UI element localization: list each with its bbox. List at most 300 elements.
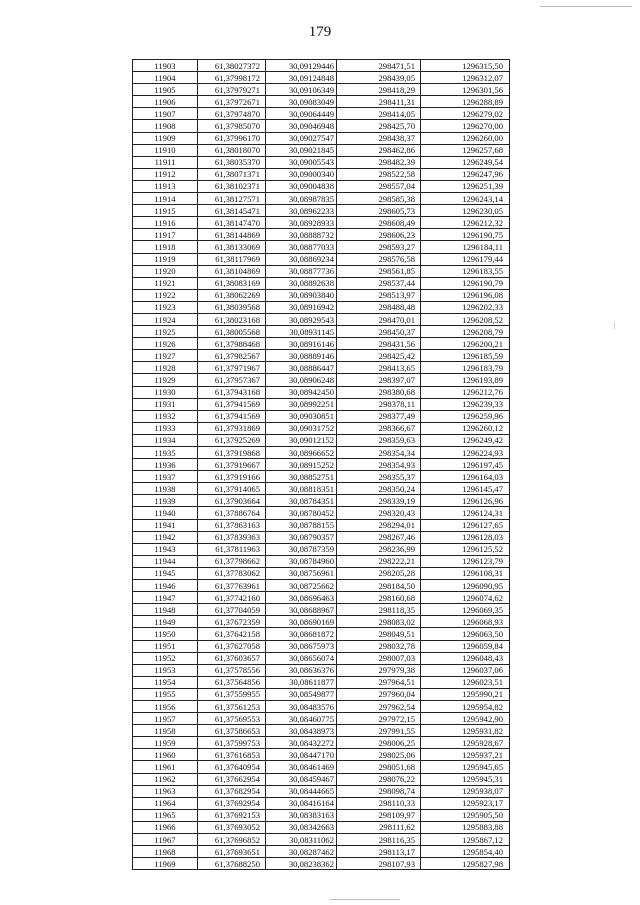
table-row (133, 205, 510, 217)
coord-a-cell: 61,37957367 (198, 374, 266, 386)
table-row (133, 567, 510, 579)
coord-y-cell: 1295905,50 (421, 809, 510, 821)
coord-a-cell: 61,37863163 (198, 519, 266, 531)
point-number-cell: 11907 (133, 108, 198, 120)
coord-a-cell: 61,37763961 (198, 580, 266, 592)
coord-x-cell: 298380,68 (337, 386, 421, 398)
point-number-cell: 11917 (133, 229, 198, 241)
coord-y-cell: 1295942,90 (421, 713, 510, 725)
coord-x-cell: 298557,04 (337, 180, 421, 192)
coord-a-cell: 61,37979271 (198, 84, 266, 96)
coord-y-cell: 1296249,54 (421, 156, 510, 168)
coord-b-cell: 30,08688967 (266, 604, 337, 616)
coord-y-cell: 1296260,00 (421, 132, 510, 144)
coord-b-cell: 30,09000340 (266, 168, 337, 180)
point-number-cell: 11930 (133, 386, 198, 398)
point-number-cell: 11915 (133, 205, 198, 217)
coord-b-cell: 30,09083049 (266, 96, 337, 108)
coord-x-cell: 297962,54 (337, 700, 421, 712)
coord-b-cell: 30,08461469 (266, 761, 337, 773)
point-number-cell: 11914 (133, 193, 198, 205)
coord-b-cell: 30,09046948 (266, 120, 337, 132)
coord-x-cell: 298076,22 (337, 773, 421, 785)
table-row (133, 459, 510, 471)
coord-x-cell: 298111,62 (337, 821, 421, 833)
table-row (133, 471, 510, 483)
coord-a-cell: 61,37627058 (198, 640, 266, 652)
coord-x-cell: 298605,73 (337, 205, 421, 217)
coord-b-cell: 30,08916942 (266, 301, 337, 313)
coord-a-cell: 61,37672359 (198, 616, 266, 628)
table-row (133, 410, 510, 422)
coord-x-cell: 298160,68 (337, 592, 421, 604)
point-number-cell: 11938 (133, 483, 198, 495)
table-row (133, 277, 510, 289)
point-number-cell: 11908 (133, 120, 198, 132)
table-row (133, 350, 510, 362)
table-row (133, 289, 510, 301)
table-row (133, 519, 510, 531)
table-row (133, 483, 510, 495)
coord-a-cell: 61,38117969 (198, 253, 266, 265)
table-row (133, 168, 510, 180)
coord-x-cell: 298118,35 (337, 604, 421, 616)
coord-b-cell: 30,08756961 (266, 567, 337, 579)
coord-a-cell: 61,37599753 (198, 737, 266, 749)
table-row (133, 834, 510, 846)
coord-x-cell: 298359,63 (337, 434, 421, 446)
coord-x-cell: 298606,23 (337, 229, 421, 241)
coord-a-cell: 61,37578556 (198, 664, 266, 676)
point-number-cell: 11951 (133, 640, 198, 652)
coord-x-cell: 297972,15 (337, 713, 421, 725)
point-number-cell: 11913 (133, 180, 198, 192)
point-number-cell: 11957 (133, 713, 198, 725)
point-number-cell: 11946 (133, 580, 198, 592)
coord-y-cell: 1296023,51 (421, 676, 510, 688)
coord-y-cell: 1296212,32 (421, 217, 510, 229)
coordinates-table-body (133, 60, 510, 870)
coord-a-cell: 61,38127571 (198, 193, 266, 205)
coord-y-cell: 1295867,12 (421, 834, 510, 846)
coord-a-cell: 61,38145471 (198, 205, 266, 217)
table-row (133, 531, 510, 543)
coord-x-cell: 298339,19 (337, 495, 421, 507)
coord-x-cell: 298025,06 (337, 749, 421, 761)
point-number-cell: 11955 (133, 688, 198, 700)
table-row (133, 362, 510, 374)
coord-b-cell: 30,08549877 (266, 688, 337, 700)
point-number-cell: 11926 (133, 338, 198, 350)
coord-x-cell: 298098,74 (337, 785, 421, 797)
coord-x-cell: 298413,65 (337, 362, 421, 374)
table-row (133, 616, 510, 628)
coord-a-cell: 61,37988468 (198, 338, 266, 350)
coord-y-cell: 1296128,03 (421, 531, 510, 543)
coord-x-cell: 298006,25 (337, 737, 421, 749)
coord-a-cell: 61,37704059 (198, 604, 266, 616)
coord-b-cell: 30,08459467 (266, 773, 337, 785)
coord-a-cell: 61,37640954 (198, 761, 266, 773)
coord-x-cell: 298411,31 (337, 96, 421, 108)
table-row (133, 555, 510, 567)
coord-b-cell: 30,08962233 (266, 205, 337, 217)
table-row (133, 676, 510, 688)
coord-b-cell: 30,09064449 (266, 108, 337, 120)
point-number-cell: 11910 (133, 144, 198, 156)
coord-b-cell: 30,08877736 (266, 265, 337, 277)
coord-y-cell: 1296164,03 (421, 471, 510, 483)
coord-x-cell: 298116,35 (337, 834, 421, 846)
coord-a-cell: 61,37941569 (198, 398, 266, 410)
point-number-cell: 11918 (133, 241, 198, 253)
coord-y-cell: 1296247,96 (421, 168, 510, 180)
table-row (133, 846, 510, 858)
coord-b-cell: 30,08787359 (266, 543, 337, 555)
table-row (133, 217, 510, 229)
coord-y-cell: 1296048,43 (421, 652, 510, 664)
point-number-cell: 11932 (133, 410, 198, 422)
coord-a-cell: 61,38147470 (198, 217, 266, 229)
coord-a-cell: 61,37931869 (198, 422, 266, 434)
coord-y-cell: 1295945,31 (421, 773, 510, 785)
coord-b-cell: 30,08287462 (266, 846, 337, 858)
coord-a-cell: 61,37564856 (198, 676, 266, 688)
point-number-cell: 11904 (133, 72, 198, 84)
table-row (133, 821, 510, 833)
coord-b-cell: 30,08311062 (266, 834, 337, 846)
coord-y-cell: 1296224,93 (421, 447, 510, 459)
coord-b-cell: 30,08784351 (266, 495, 337, 507)
coord-x-cell: 298113,17 (337, 846, 421, 858)
coord-a-cell: 61,38104869 (198, 265, 266, 277)
coord-x-cell: 298462,86 (337, 144, 421, 156)
point-number-cell: 11939 (133, 495, 198, 507)
coord-y-cell: 1296063,50 (421, 628, 510, 640)
table-row (133, 386, 510, 398)
coord-a-cell: 61,37783062 (198, 567, 266, 579)
coord-a-cell: 61,37603657 (198, 652, 266, 664)
coord-a-cell: 61,38083169 (198, 277, 266, 289)
table-row (133, 229, 510, 241)
coord-y-cell: 1295954,82 (421, 700, 510, 712)
coord-a-cell: 61,38005568 (198, 326, 266, 338)
coord-b-cell: 30,08342663 (266, 821, 337, 833)
coord-x-cell: 298294,01 (337, 519, 421, 531)
coord-b-cell: 30,08460775 (266, 713, 337, 725)
point-number-cell: 11954 (133, 676, 198, 688)
coord-a-cell: 61,37943168 (198, 386, 266, 398)
table-row (133, 640, 510, 652)
coord-y-cell: 1296212,76 (421, 386, 510, 398)
point-number-cell: 11936 (133, 459, 198, 471)
coord-b-cell: 30,08690169 (266, 616, 337, 628)
coord-a-cell: 61,38035370 (198, 156, 266, 168)
table-row (133, 96, 510, 108)
coord-a-cell: 61,37569553 (198, 713, 266, 725)
coord-b-cell: 30,08928933 (266, 217, 337, 229)
coord-a-cell: 61,37886764 (198, 507, 266, 519)
point-number-cell: 11961 (133, 761, 198, 773)
coord-x-cell: 298110,33 (337, 797, 421, 809)
table-row (133, 713, 510, 725)
coord-b-cell: 30,09030851 (266, 410, 337, 422)
coord-x-cell: 298439,05 (337, 72, 421, 84)
coord-y-cell: 1296260,12 (421, 422, 510, 434)
coord-b-cell: 30,08788155 (266, 519, 337, 531)
table-row (133, 737, 510, 749)
coord-a-cell: 61,37974870 (198, 108, 266, 120)
coord-y-cell: 1295990,21 (421, 688, 510, 700)
point-number-cell: 11950 (133, 628, 198, 640)
table-row (133, 604, 510, 616)
bottom-scan-line (330, 899, 400, 900)
table-row (133, 592, 510, 604)
coord-y-cell: 1296037,06 (421, 664, 510, 676)
coord-x-cell: 298608,49 (337, 217, 421, 229)
coord-a-cell: 61,37971967 (198, 362, 266, 374)
coord-y-cell: 1296230,05 (421, 205, 510, 217)
coord-b-cell: 30,08656074 (266, 652, 337, 664)
coord-a-cell: 61,38062269 (198, 289, 266, 301)
coord-x-cell: 298576,58 (337, 253, 421, 265)
coord-y-cell: 1296208,52 (421, 313, 510, 325)
table-row (133, 507, 510, 519)
table-row (133, 628, 510, 640)
table-row (133, 797, 510, 809)
coord-x-cell: 298267,46 (337, 531, 421, 543)
point-number-cell: 11958 (133, 725, 198, 737)
point-number-cell: 11935 (133, 447, 198, 459)
coord-x-cell: 298482,39 (337, 156, 421, 168)
table-row (133, 301, 510, 313)
point-number-cell: 11942 (133, 531, 198, 543)
coord-b-cell: 30,08942450 (266, 386, 337, 398)
table-row (133, 326, 510, 338)
coord-a-cell: 61,37559955 (198, 688, 266, 700)
table-row (133, 688, 510, 700)
coord-a-cell: 61,38071371 (198, 168, 266, 180)
coord-y-cell: 1296183,79 (421, 362, 510, 374)
coord-b-cell: 30,09005543 (266, 156, 337, 168)
coord-y-cell: 1296257,68 (421, 144, 510, 156)
point-number-cell: 11944 (133, 555, 198, 567)
point-number-cell: 11948 (133, 604, 198, 616)
coordinates-table (132, 59, 510, 870)
coord-b-cell: 30,08852751 (266, 471, 337, 483)
coord-a-cell: 61,37616853 (198, 749, 266, 761)
top-scan-line (540, 6, 632, 7)
coord-b-cell: 30,08886447 (266, 362, 337, 374)
point-number-cell: 11931 (133, 398, 198, 410)
point-number-cell: 11923 (133, 301, 198, 313)
coord-a-cell: 61,37693052 (198, 821, 266, 833)
point-number-cell: 11924 (133, 313, 198, 325)
coord-x-cell: 298184,50 (337, 580, 421, 592)
coord-a-cell: 61,37996170 (198, 132, 266, 144)
coord-x-cell: 298378,11 (337, 398, 421, 410)
point-number-cell: 11909 (133, 132, 198, 144)
coord-b-cell: 30,09027547 (266, 132, 337, 144)
coord-b-cell: 30,09124848 (266, 72, 337, 84)
table-row (133, 72, 510, 84)
point-number-cell: 11919 (133, 253, 198, 265)
coord-a-cell: 61,37903664 (198, 495, 266, 507)
table-row (133, 120, 510, 132)
coord-b-cell: 30,08915252 (266, 459, 337, 471)
table-row (133, 580, 510, 592)
coord-y-cell: 1296068,93 (421, 616, 510, 628)
coord-y-cell: 1296184,11 (421, 241, 510, 253)
coord-y-cell: 1296202,33 (421, 301, 510, 313)
coord-x-cell: 298083,02 (337, 616, 421, 628)
coord-b-cell: 30,08432272 (266, 737, 337, 749)
coord-a-cell: 61,37798662 (198, 555, 266, 567)
coord-x-cell: 298109,97 (337, 809, 421, 821)
coord-a-cell: 61,37998172 (198, 72, 266, 84)
table-row (133, 180, 510, 192)
coord-y-cell: 1296301,56 (421, 84, 510, 96)
point-number-cell: 11956 (133, 700, 198, 712)
coord-y-cell: 1295938,07 (421, 785, 510, 797)
table-row (133, 858, 510, 870)
coord-x-cell: 298377,49 (337, 410, 421, 422)
coord-y-cell: 1296196,08 (421, 289, 510, 301)
point-number-cell: 11911 (133, 156, 198, 168)
point-number-cell: 11933 (133, 422, 198, 434)
point-number-cell: 11949 (133, 616, 198, 628)
point-number-cell: 11929 (133, 374, 198, 386)
coord-b-cell: 30,08903840 (266, 289, 337, 301)
coord-b-cell: 30,08675973 (266, 640, 337, 652)
coord-y-cell: 1296126,96 (421, 495, 510, 507)
coord-y-cell: 1296059,84 (421, 640, 510, 652)
coord-b-cell: 30,08931145 (266, 326, 337, 338)
table-row (133, 253, 510, 265)
coord-x-cell: 297964,51 (337, 676, 421, 688)
coord-y-cell: 1295827,98 (421, 858, 510, 870)
table-row (133, 132, 510, 144)
coord-a-cell: 61,37919868 (198, 447, 266, 459)
point-number-cell: 11943 (133, 543, 198, 555)
point-number-cell: 11964 (133, 797, 198, 809)
coord-y-cell: 1295937,21 (421, 749, 510, 761)
coord-b-cell: 30,09004838 (266, 180, 337, 192)
coord-y-cell: 1296124,31 (421, 507, 510, 519)
coord-y-cell: 1296270,00 (421, 120, 510, 132)
point-number-cell: 11959 (133, 737, 198, 749)
coord-y-cell: 1296312,07 (421, 72, 510, 84)
coord-y-cell: 1295928,67 (421, 737, 510, 749)
coord-y-cell: 1296239,33 (421, 398, 510, 410)
coord-a-cell: 61,37941569 (198, 410, 266, 422)
coord-y-cell: 1296108,31 (421, 567, 510, 579)
table-row (133, 193, 510, 205)
coord-y-cell: 1296197,45 (421, 459, 510, 471)
coord-a-cell: 61,37742160 (198, 592, 266, 604)
coord-y-cell: 1296288,89 (421, 96, 510, 108)
table-row (133, 749, 510, 761)
table-row (133, 543, 510, 555)
coord-b-cell: 30,09031752 (266, 422, 337, 434)
table-row (133, 338, 510, 350)
coord-y-cell: 1296249,42 (421, 434, 510, 446)
table-row (133, 241, 510, 253)
table-row (133, 495, 510, 507)
coord-a-cell: 61,38144869 (198, 229, 266, 241)
coord-x-cell: 298425,70 (337, 120, 421, 132)
coord-b-cell: 30,08790357 (266, 531, 337, 543)
coord-a-cell: 61,37919667 (198, 459, 266, 471)
coord-a-cell: 61,38018070 (198, 144, 266, 156)
coord-y-cell: 1295883,88 (421, 821, 510, 833)
coord-b-cell: 30,09129446 (266, 60, 337, 72)
coord-x-cell: 298366,67 (337, 422, 421, 434)
coord-y-cell: 1296183,55 (421, 265, 510, 277)
coord-b-cell: 30,08889146 (266, 350, 337, 362)
coord-b-cell: 30,08877033 (266, 241, 337, 253)
coord-x-cell: 298350,24 (337, 483, 421, 495)
coord-b-cell: 30,08966652 (266, 447, 337, 459)
coord-x-cell: 297960,04 (337, 688, 421, 700)
table-row (133, 809, 510, 821)
coord-x-cell: 298593,27 (337, 241, 421, 253)
coord-b-cell: 30,08438973 (266, 725, 337, 737)
coord-b-cell: 30,09106349 (266, 84, 337, 96)
point-number-cell: 11966 (133, 821, 198, 833)
coord-x-cell: 297979,38 (337, 664, 421, 676)
coord-b-cell: 30,08681872 (266, 628, 337, 640)
coord-b-cell: 30,09021845 (266, 144, 337, 156)
coord-y-cell: 1296074,62 (421, 592, 510, 604)
coord-x-cell: 298522,58 (337, 168, 421, 180)
point-number-cell: 11940 (133, 507, 198, 519)
table-row (133, 60, 510, 72)
coord-a-cell: 61,37692153 (198, 809, 266, 821)
coord-x-cell: 298418,29 (337, 84, 421, 96)
coord-b-cell: 30,08725662 (266, 580, 337, 592)
table-row (133, 773, 510, 785)
coord-x-cell: 298354,93 (337, 459, 421, 471)
coord-b-cell: 30,08987835 (266, 193, 337, 205)
table-row (133, 664, 510, 676)
coord-b-cell: 30,08238362 (266, 858, 337, 870)
coord-x-cell: 298470,01 (337, 313, 421, 325)
point-number-cell: 11925 (133, 326, 198, 338)
coord-b-cell: 30,08780452 (266, 507, 337, 519)
table-row (133, 144, 510, 156)
coord-y-cell: 1296179,44 (421, 253, 510, 265)
coord-y-cell: 1296243,14 (421, 193, 510, 205)
coord-a-cell: 61,37688250 (198, 858, 266, 870)
table-row (133, 785, 510, 797)
point-number-cell: 11927 (133, 350, 198, 362)
coord-b-cell: 30,08636376 (266, 664, 337, 676)
point-number-cell: 11963 (133, 785, 198, 797)
coord-a-cell: 61,38133069 (198, 241, 266, 253)
coord-y-cell: 1296145,47 (421, 483, 510, 495)
table-row (133, 652, 510, 664)
coord-a-cell: 61,38039568 (198, 301, 266, 313)
coord-y-cell: 1296315,50 (421, 60, 510, 72)
point-number-cell: 11953 (133, 664, 198, 676)
coord-x-cell: 298205,28 (337, 567, 421, 579)
coord-x-cell: 298320,43 (337, 507, 421, 519)
coord-x-cell: 298107,93 (337, 858, 421, 870)
point-number-cell: 11922 (133, 289, 198, 301)
point-number-cell: 11906 (133, 96, 198, 108)
coord-y-cell: 1295854,40 (421, 846, 510, 858)
